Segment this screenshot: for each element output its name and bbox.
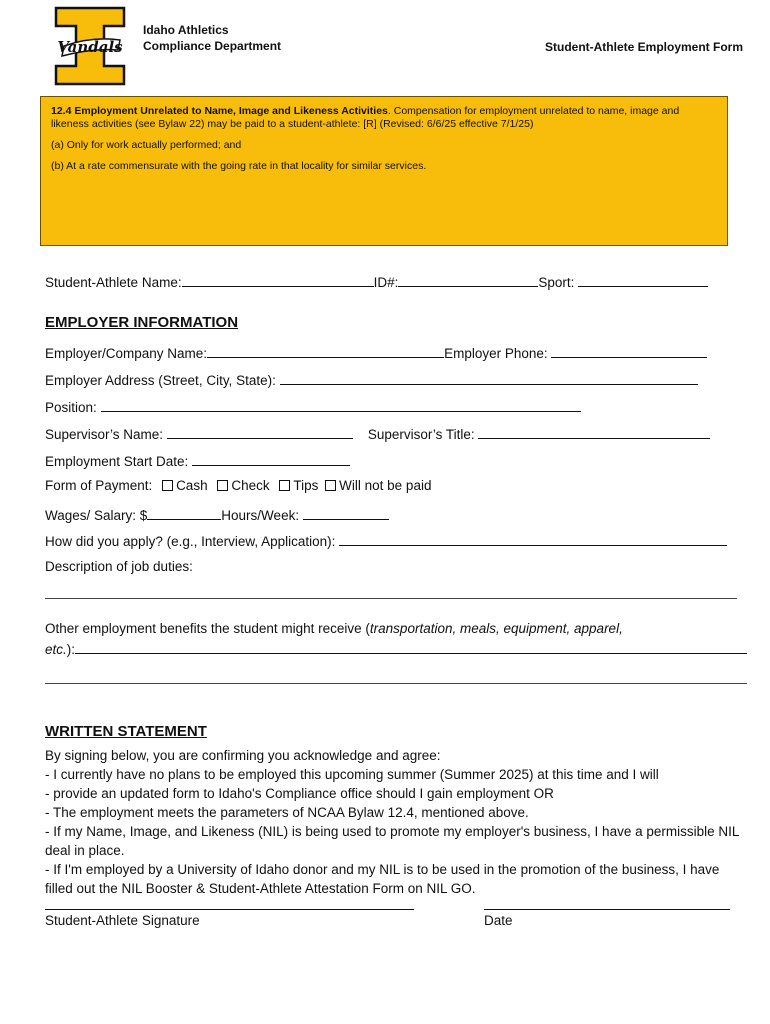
- benefits-label-row: [45, 621, 623, 636]
- payment-option-cash: Cash: [176, 478, 208, 493]
- phone-label: Employer Phone:: [444, 346, 548, 361]
- date-label: Date: [484, 913, 513, 928]
- date-field[interactable]: [484, 909, 730, 910]
- supervisor-row: [45, 425, 710, 442]
- company-row: [45, 344, 707, 361]
- address-row: [45, 371, 698, 388]
- payment-row: [45, 478, 431, 493]
- payment-option-check: Check: [231, 478, 270, 493]
- payment-label: Form of Payment:: [45, 478, 153, 493]
- policy-title: 12.4 Employment Unrelated to Name, Image and Likeness Activities: [51, 105, 388, 117]
- benefits-field[interactable]: [75, 640, 747, 654]
- statement-section-title: WRITTEN STATEMENT: [45, 723, 207, 740]
- benefits-row: [45, 640, 747, 657]
- payment-unpaid-checkbox[interactable]: [325, 480, 336, 491]
- statement-line: - If my Name, Image, and Likeness (NIL) is being used to promote my employer's business, I have a permissible NIL: [45, 824, 740, 839]
- address-label: Employer Address (Street, City, State):: [45, 373, 276, 388]
- form-title: Student-Athlete Employment Form: [544, 40, 743, 54]
- payment-option-tips: Tips: [293, 478, 319, 493]
- payment-check-checkbox[interactable]: [217, 480, 228, 491]
- benefits-field-2[interactable]: [45, 683, 747, 684]
- athlete-name-field[interactable]: [182, 273, 374, 287]
- employer-section-title: EMPLOYER INFORMATION: [45, 314, 239, 331]
- statement-line: - provide an updated form to Idaho's Compliance office should I gain employment OR: [45, 786, 554, 801]
- vandals-logo: [52, 6, 128, 86]
- policy-item-a: (a) Only for work actually performed; and: [51, 139, 242, 151]
- statement-text: [45, 746, 750, 898]
- policy-box: [40, 96, 728, 246]
- org-line1: Idaho Athletics: [143, 23, 229, 37]
- logo-wordmark: Vandals: [57, 38, 123, 56]
- supervisor-name-field[interactable]: [167, 425, 353, 439]
- policy-text: . Compensation for employment unrelated to name, image and likeness activities (see Bylaw 22) may be paid to a student-athlete: [R] (Revised: 6/6/25 effective 7/1/25): [51, 105, 680, 130]
- sport-label: Sport:: [538, 275, 575, 290]
- position-label: Position:: [45, 400, 97, 415]
- duties-field[interactable]: [45, 598, 737, 599]
- wages-row: [45, 506, 389, 523]
- benefits-label: Other employment benefits the student might receive (: [45, 621, 370, 636]
- start-date-row: [45, 452, 350, 469]
- statement-line: deal in place.: [45, 843, 125, 858]
- wages-label: Wages/ Salary: $: [45, 508, 148, 523]
- benefits-examples: transportation, meals, equipment, apparel,: [369, 621, 623, 636]
- start-date-label: Employment Start Date:: [45, 454, 189, 469]
- statement-line: - The employment meets the parameters of NCAA Bylaw 12.4, mentioned above.: [45, 805, 529, 820]
- payment-tips-checkbox[interactable]: [279, 480, 290, 491]
- org-name: [143, 22, 281, 54]
- sport-field[interactable]: [578, 273, 708, 287]
- position-field[interactable]: [101, 398, 581, 412]
- payment-cash-checkbox[interactable]: [162, 480, 173, 491]
- payment-option-unpaid: Will not be paid: [339, 478, 432, 493]
- position-row: [45, 398, 581, 415]
- org-line2: Compliance Department: [143, 39, 282, 53]
- benefits-close: ):: [66, 642, 76, 657]
- athlete-row: [45, 273, 708, 290]
- signature-field[interactable]: [45, 909, 414, 910]
- policy-item-b: (b) At a rate commensurate with the going rate in that locality for similar services.: [51, 160, 427, 172]
- hours-field[interactable]: [303, 506, 389, 520]
- athlete-id-field[interactable]: [398, 273, 538, 287]
- statement-line: By signing below, you are confirming you acknowledge and agree:: [45, 748, 441, 763]
- apply-label: How did you apply? (e.g., Interview, Application):: [45, 534, 336, 549]
- phone-field[interactable]: [551, 344, 707, 358]
- apply-field[interactable]: [339, 532, 727, 546]
- supervisor-title-field[interactable]: [478, 425, 710, 439]
- wages-field[interactable]: [147, 506, 221, 520]
- apply-row: [45, 532, 727, 549]
- signature-label: Student-Athlete Signature: [45, 913, 200, 928]
- benefits-etc: etc.: [45, 642, 67, 657]
- supervisor-title-label: Supervisor’s Title:: [367, 427, 475, 442]
- statement-line: - If I'm employed by a University of Idaho donor and my NIL is to be used in the promotion of the business, I have: [45, 862, 720, 877]
- company-label: Employer/Company Name:: [45, 346, 208, 361]
- address-field[interactable]: [280, 371, 698, 385]
- supervisor-name-label: Supervisor’s Name:: [45, 427, 164, 442]
- athlete-name-label: Student-Athlete Name:: [45, 275, 182, 290]
- statement-line: filled out the NIL Booster & Student-Athlete Attestation Form on NIL GO.: [45, 881, 476, 896]
- statement-line: - I currently have no plans to be employed this upcoming summer (Summer 2025) at this time and I will: [45, 767, 659, 782]
- company-field[interactable]: [207, 344, 444, 358]
- start-date-field[interactable]: [192, 452, 350, 466]
- athlete-id-label: ID#:: [373, 275, 399, 290]
- duties-label: Description of job duties:: [45, 559, 193, 574]
- hours-label: Hours/Week:: [221, 508, 300, 523]
